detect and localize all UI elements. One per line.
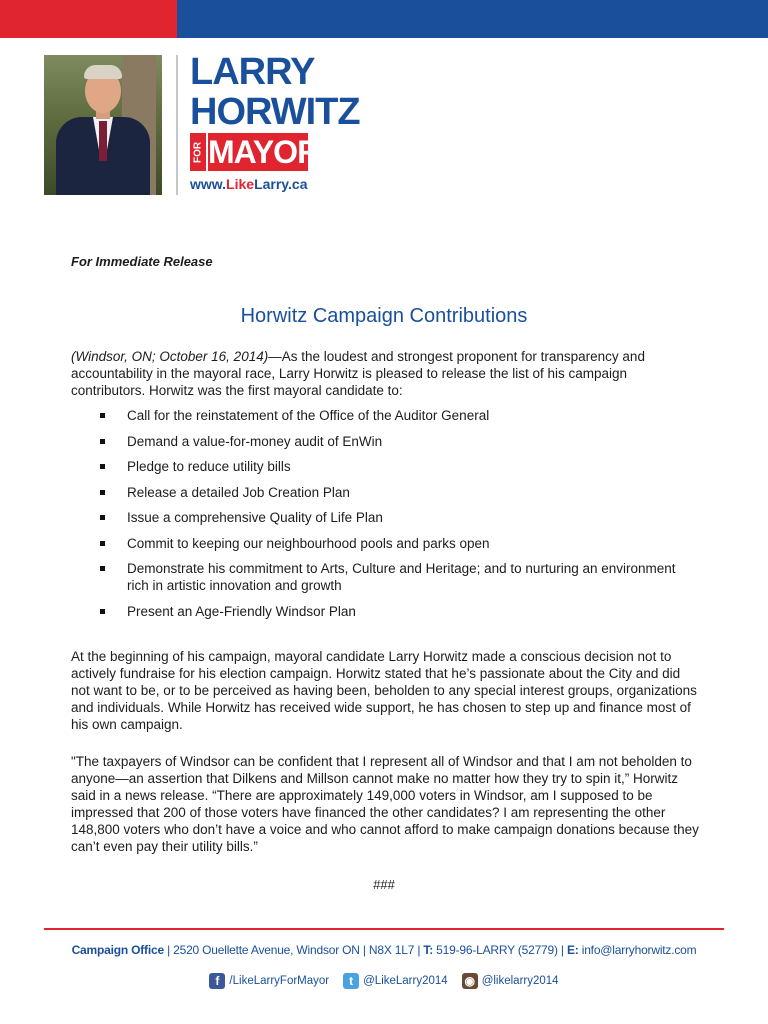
footer-contact: Campaign Office | 2520 Ouellette Avenue, Windsor ON | N8X 1L7 | T: 519-96-LARRY (52779) | E: info@larryhorwitz.com [71,943,697,957]
list-item: Demonstrate his commitment to Arts, Culture and Heritage; and to nurturing an environment rich in artistic innovation and growth [71,560,701,594]
twitter-link[interactable]: t @LikeLarry2014 [343,973,448,989]
facebook-icon: f [209,973,225,989]
logo-divider [176,55,178,195]
logo-for: FOR [190,133,206,171]
end-mark: ### [373,877,395,892]
body-paragraph-1: At the beginning of his campaign, mayoral candidate Larry Horwitz made a conscious decision not to actively fundraise for his election campaign. Horwitz stated that he’s passionate about the City and did not want to be, or to be perceived as having been, beholden to any special interest groups, organizations and individuals. While Horwitz has received wide support, he has chosen to step up and finance most of his own campaign. [71,649,697,732]
list-item: Release a detailed Job Creation Plan [71,484,701,501]
footer-divider [44,928,724,930]
achievements-list [71,407,701,628]
list-item: Call for the reinstatement of the Office of the Auditor General [71,407,701,424]
dateline: (Windsor, ON; October 16, 2014) [71,349,269,364]
top-bar-blue [177,0,768,38]
intro-text: —As the loudest and strongest proponent for transparency and accountability in the mayoral race, Larry Horwitz is pleased to release the list of his campaign contributors. Horwitz was the first mayoral candidate to: [71,349,645,398]
logo-mayor: MAYOR [208,134,320,170]
top-bar-red [0,0,177,38]
list-item: Issue a comprehensive Quality of Life Plan [71,509,701,526]
facebook-link[interactable]: f /LikeLarryForMayor [209,973,329,989]
candidate-photo [44,55,162,195]
list-item: Present an Age-Friendly Windsor Plan [71,603,701,620]
list-item: Commit to keeping our neighbourhood pools and parks open [71,535,701,552]
email-link[interactable]: info@larryhorwitz.com [578,943,697,957]
office-label: Campaign Office [71,943,164,957]
instagram-link[interactable]: ◉ @likelarry2014 [462,973,559,989]
intro-paragraph [71,348,701,399]
phone-number: 519-96-LARRY (52779) | [433,943,567,957]
top-color-bar [0,0,768,38]
logo-horwitz: HORWITZ [190,91,360,133]
campaign-website-link[interactable]: www.LikeLarry.ca [190,176,308,192]
list-item: Pledge to reduce utility bills [71,458,701,475]
twitter-icon: t [343,973,359,989]
social-links [0,973,768,989]
logo-larry: LARRY [190,51,315,93]
list-item: Demand a value-for-money audit of EnWin [71,433,701,450]
instagram-icon: ◉ [462,973,478,989]
document-title: Horwitz Campaign Contributions [240,305,528,327]
body-paragraph-2: "The taxpayers of Windsor can be confident that I represent all of Windsor and that I am not beholden to anyone—an assertion that Dilkens and Millson cannot make no matter how they try to spin it,” Horwitz said in a news release. “There are approximately 149,000 voters in Windsor, am I supposed to be impressed that 200 of those voters have financed the other candidates? I am representing the other 148,800 voters who don’t have a voice and who cannot afford to make campaign donations because they can’t even pay their utility bills.” [71,754,699,854]
release-label: For Immediate Release [71,254,213,269]
